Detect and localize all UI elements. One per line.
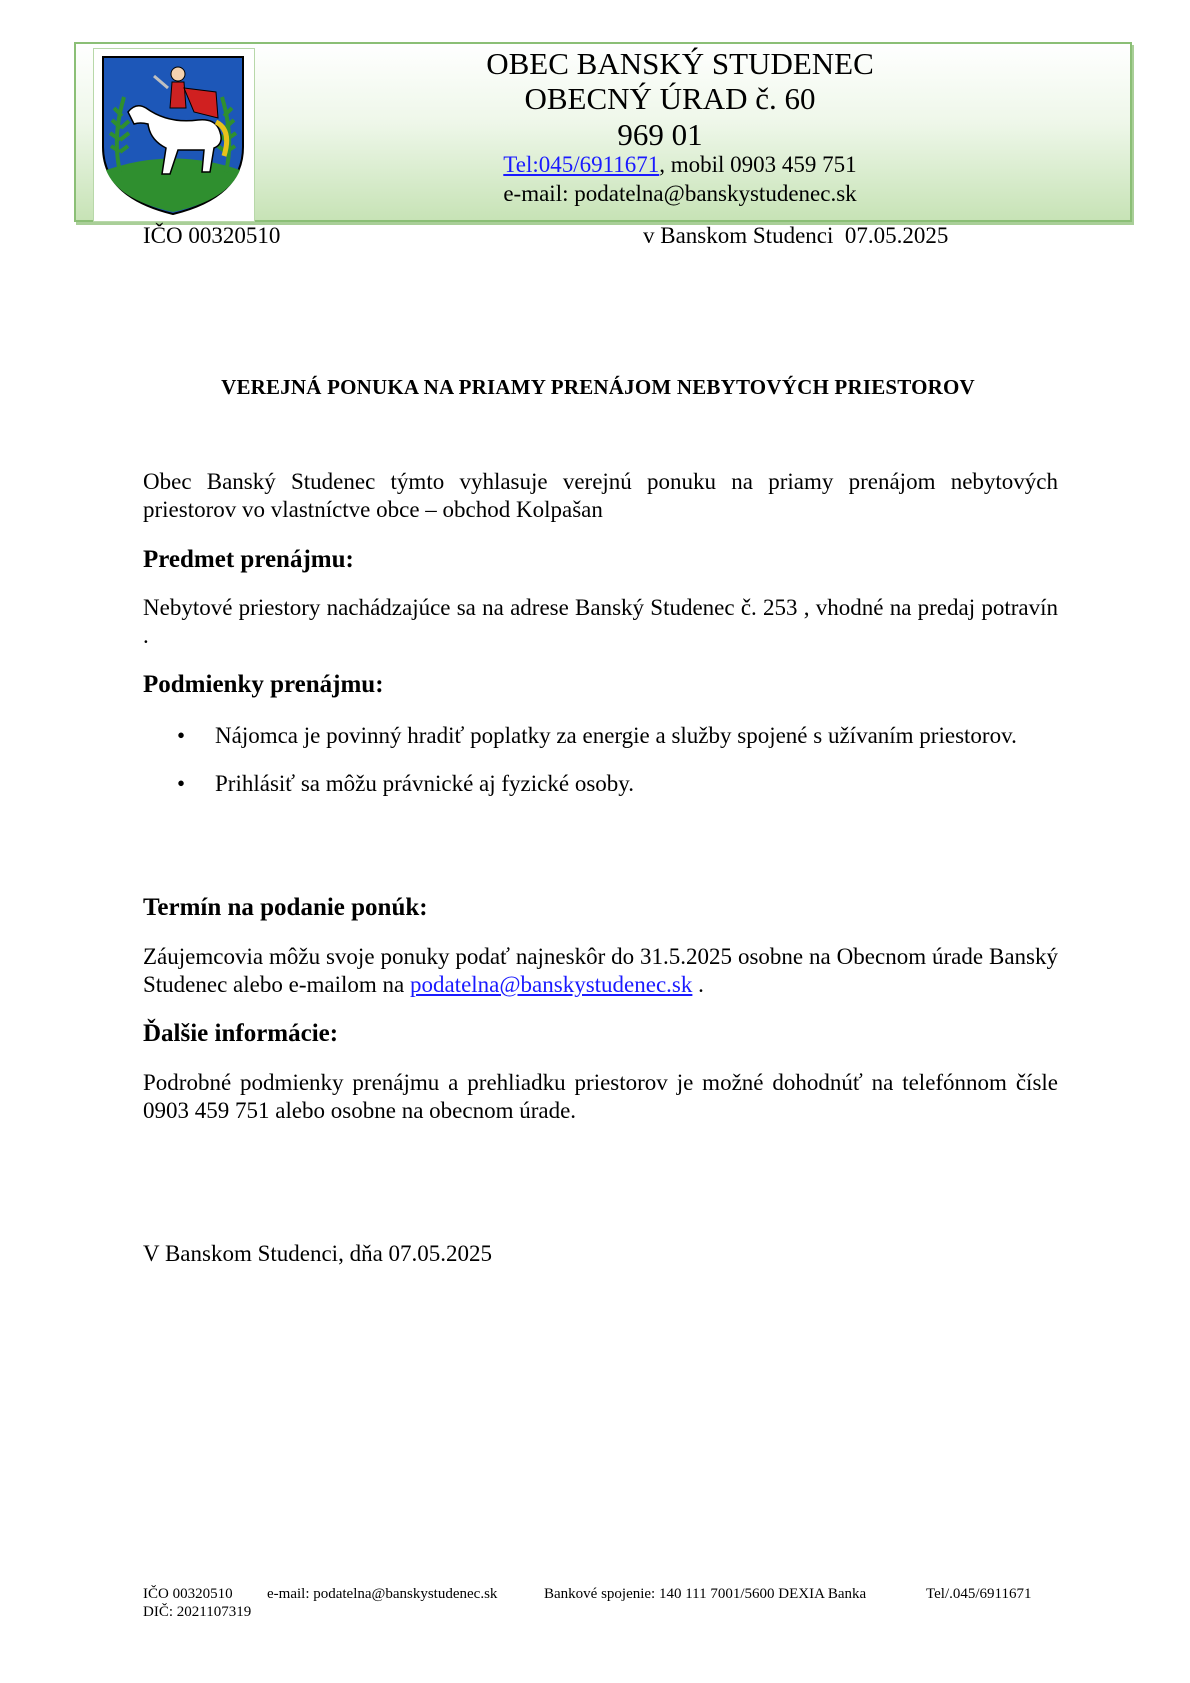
office-address: OBECNÝ ÚRAD č. 60: [524, 81, 816, 116]
postal-code: 969 01: [617, 117, 703, 152]
footer-email: e-mail: podatelna@banskystudenec.sk: [267, 1586, 498, 1602]
info-heading: Ďalšie informácie:: [143, 1020, 339, 1047]
deadline-end: .: [692, 972, 704, 997]
condition-text: Nájomca je povinný hradiť poplatky za energie a služby spojené s užívaním priestorov.: [215, 723, 1017, 748]
footer-bank: Bankové spojenie: 140 111 7001/5600 DEXIA Banka: [544, 1586, 867, 1602]
phone-link[interactable]: Tel:045/6911671: [503, 152, 660, 177]
info-paragraph: Podrobné podmienky prenájmu a prehliadku priestorov je možné dohodnúť na telefónnom čísle 0903 459 751 alebo osobne na obecnom úrade.: [143, 1070, 1058, 1123]
mobile-number: , mobil 0903 459 751: [659, 152, 857, 177]
deadline-heading: Termín na podanie ponúk:: [143, 894, 428, 921]
document-title: VEREJNÁ PONUKA NA PRIAMY PRENÁJOM NEBYTOVÝCH PRIESTOROV: [221, 375, 975, 399]
conditions-heading: Podmienky prenájmu:: [143, 671, 384, 698]
email-link[interactable]: podatelna@banskystudenec.sk: [409, 972, 693, 997]
list-item: [143, 722, 1058, 750]
subject-heading: Predmet prenájmu:: [143, 546, 354, 573]
deadline-paragraph: [143, 943, 1058, 999]
list-item: [143, 770, 1058, 798]
place-and-date: v Banskom Studenci 07.05.2025: [643, 223, 949, 248]
contact-phone-line: [470, 152, 890, 178]
bullet-icon: •: [177, 723, 186, 748]
deadline-text: Záujemcovia môžu svoje ponuky podať najneskôr do 31.5.2025 osobne na Obecnom úrade Banský Studenec alebo e-mailom na: [143, 944, 1058, 997]
footer-tel: Tel/.045/6911671: [926, 1586, 1032, 1602]
condition-text: Prihlásiť sa môžu právnické aj fyzické osoby.: [215, 771, 635, 796]
ico-number: IČO 00320510: [143, 223, 281, 248]
footer-ico: IČO 00320510: [143, 1586, 233, 1602]
municipality-name: OBEC BANSKÝ STUDENEC: [486, 46, 874, 81]
conditions-list: [143, 722, 1058, 798]
subject-paragraph: Nebytové priestory nachádzajúce sa na adrese Banský Studenec č. 253 , vhodné na predaj potravín .: [143, 595, 1058, 648]
page-footer: [143, 1585, 1031, 1621]
intro-paragraph: Obec Banský Studenec týmto vyhlasuje verejnú ponuku na priamy prenájom nebytových priestorov vo vlastníctve obce – obchod Kolpašan: [143, 469, 1058, 522]
contact-email: e-mail: podatelna@banskystudenec.sk: [503, 181, 857, 206]
bullet-icon: •: [177, 771, 186, 796]
footer-dic: DIČ: 2021107319: [143, 1604, 252, 1620]
signature-place-date: V Banskom Studenci, dňa 07.05.2025: [143, 1241, 493, 1266]
coat-of-arms-image: [98, 52, 248, 217]
